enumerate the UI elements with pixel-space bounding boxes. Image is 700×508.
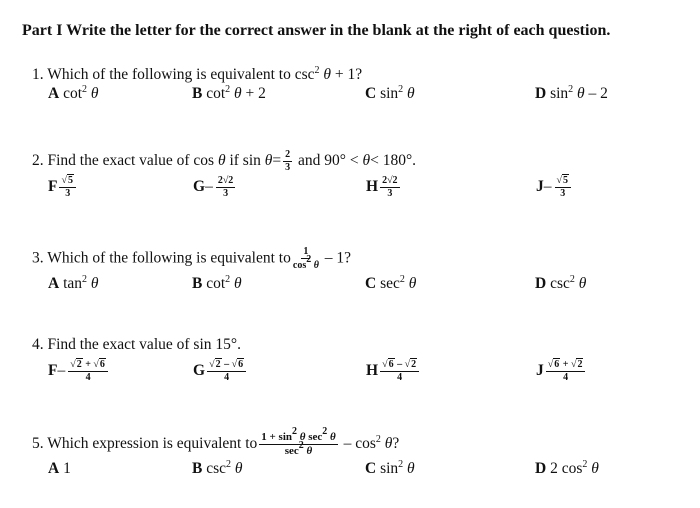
q2-option-f[interactable]: F $\frac{√5}{3}$ bbox=[48, 176, 78, 199]
q3-option-c[interactable]: C $\sec^2 \theta$ bbox=[365, 274, 417, 292]
q4-option-h[interactable]: H $\frac{√6 - √2}{4}$ bbox=[366, 360, 421, 383]
q5-option-b[interactable]: B $\csc^2 \theta$ bbox=[192, 459, 243, 477]
q4-option-j[interactable]: J $\frac{√6 + √2}{4}$ bbox=[536, 360, 587, 383]
q2-option-j[interactable]: J– $\frac{√5}{3}$ bbox=[536, 176, 573, 199]
q3-fraction: $\frac{1}{\cos^2 \theta}$ bbox=[292, 246, 319, 271]
q1-option-a[interactable]: A $\cot^2 \theta$ bbox=[48, 84, 99, 102]
q3-option-d[interactable]: D $\csc^2 \theta$ bbox=[535, 274, 587, 292]
q1-option-c[interactable]: C $\sin^2 \theta$ bbox=[365, 84, 415, 102]
q2-option-h[interactable]: H $\frac{2√2}{3}$ bbox=[366, 175, 398, 199]
q1-option-b[interactable]: B $\cot^2 \theta + 2$ bbox=[192, 84, 266, 102]
part-title: Part I Write the letter for the correct answer in the blank at the right of each question. bbox=[22, 22, 611, 39]
question-1-prompt: 1. Which of the following is equivalent to $\csc^2 \theta + 1$? bbox=[32, 65, 363, 83]
q3-option-b[interactable]: B $\cot^2 \theta$ bbox=[192, 274, 242, 292]
q2-fraction: $\frac{2}{3}$ bbox=[285, 149, 291, 173]
q5-option-a[interactable]: A 1 bbox=[48, 460, 71, 477]
question-2-prompt: 2. Find the exact value of cos θ if sin θ= $\frac{2}{3}$ and 90° < θ< 180°. bbox=[32, 149, 417, 173]
q1-option-d[interactable]: D $\sin^2 \theta - 2$ bbox=[535, 84, 608, 102]
q5-fraction: $\frac{1 + \sin^2 \theta \sec^2 \theta}{\sec^2 \theta}$ bbox=[261, 426, 336, 457]
q5-option-d[interactable]: D 2 $\cos^2 \theta$ bbox=[535, 459, 599, 477]
q3-option-a[interactable]: A $\tan^2 \theta$ bbox=[48, 274, 99, 292]
q5-option-c[interactable]: C $\sin^2 \theta$ bbox=[365, 459, 415, 477]
q2-option-g[interactable]: G– $\frac{2√2}{3}$ bbox=[193, 175, 234, 199]
question-3-prompt: 3. Which of the following is equivalent to $\frac{1}{\cos^2 \theta}$ – 1? bbox=[32, 246, 352, 271]
q4-option-f[interactable]: F– $\frac{√2 + √6}{4}$ bbox=[48, 360, 110, 383]
q4-option-g[interactable]: G $\frac{√2 - √6}{4}$ bbox=[193, 360, 248, 383]
question-5-prompt: 5. Which expression is equivalent to $\frac{1 + \sin^2 \theta \sec^2 \theta}{\sec^2 \theta}$ – $\cos^2 \theta$? bbox=[32, 426, 400, 457]
question-4-prompt: 4. Find the exact value of sin 15°. bbox=[32, 336, 241, 353]
